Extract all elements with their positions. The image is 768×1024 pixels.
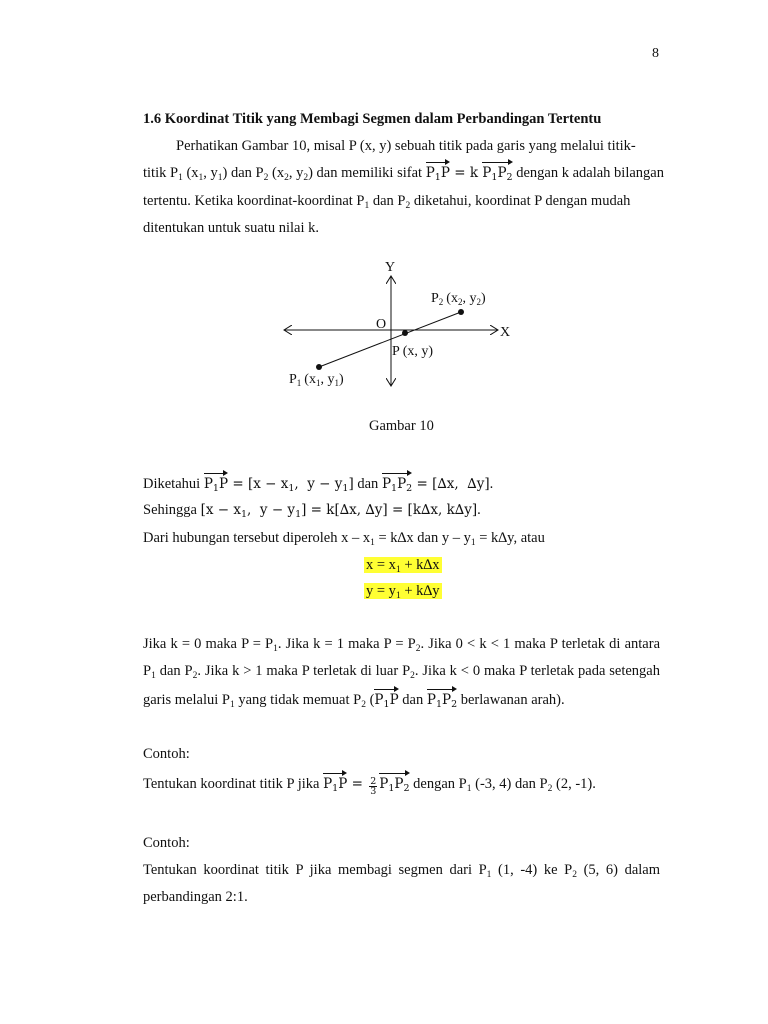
example-1-text: Tentukan koordinat titik P jika $P_1P$ = $\frac{2}{3}$ $P_1P_2$ dengan $P_1$ (-3, 4) dan $P_2$ (2, -1). xyxy=(143,776,596,797)
coordinate-figure xyxy=(270,252,520,392)
cases-line-2: $P_1$ dan $P_2$. Jika k > 1 maka P terletak di luar $P_2$. Jika k < 0 maka P terletak pada setengah xyxy=(143,663,660,681)
section-heading: 1.6 Koordinat Titik yang Membagi Segmen dalam Perbandingan Tertentu xyxy=(143,111,602,127)
intro-line-2: titik $P_1$ ($x_1$, $y_1$) dan $P_2$ ($x_2$, $y_2$) dan memiliki sifat $P_1P = k$ $P_1P_2$ dengan k adalah bilangan xyxy=(143,165,664,183)
derivation-line-1: Diketahui $P_1P = [x - x_1$, $y - y_1$] dan $P_1P_2 = [\Delta x$, ∆y]. xyxy=(143,476,494,494)
example-2-title: Contoh: xyxy=(143,835,190,851)
page-number: 8 xyxy=(652,46,659,61)
derivation-line-3: Dari hubungan tersebut diperoleh $x - x_1 = k\Delta x$ dan $y - y_1 = k\Delta y$, atau xyxy=(143,530,545,548)
label-origin: O xyxy=(376,317,387,332)
label-x: X xyxy=(500,325,511,340)
cases-line-1: Jika k = 0 maka $P = P_1$. Jika k = 1 maka $P = P_2$. Jika 0 < k < 1 maka P terletak di antara xyxy=(143,636,661,654)
intro-line-1: Perhatikan Gambar 10, misal P (x, y) sebuah titik pada garis yang melalui titik- xyxy=(176,138,636,154)
vector-equation: $P_1P = k$ $P_1P_2$ xyxy=(425,165,513,183)
point-p xyxy=(402,330,408,336)
segment-line xyxy=(319,312,461,367)
intro-line-4: ditentukan untuk suatu nilai k. xyxy=(143,220,319,236)
example-1-title: Contoh: xyxy=(143,746,190,762)
formula-y: $y = y_1 + k\Delta y$ xyxy=(366,583,440,601)
cases-line-3: garis melalui $P_1$ yang tidak memuat $P_2$ ($P_1P$ dan $P_1P_2$ berlawanan arah). xyxy=(143,692,565,710)
label-p1: $P_1$ ($x_1$, $y_1$) xyxy=(289,372,344,388)
label-y: Y xyxy=(385,260,396,275)
label-p2: $P_2$ ($x_2$, $y_2$) xyxy=(431,291,486,307)
point-p1 xyxy=(316,364,322,370)
figure-caption: Gambar 10 xyxy=(369,418,434,434)
example-2-line-2: perbandingan 2:1. xyxy=(143,889,248,905)
label-p: P (x, y) xyxy=(392,344,434,359)
intro-line-3: tertentu. Ketika koordinat-koordinat $P_1$ dan $P_2$ diketahui, koordinat P dengan mudah xyxy=(143,193,631,211)
example-2-line-1: Tentukan koordinat titik P jika membagi segmen dari $P_1$ (1, -4) ke $P_2$ (5, 6) dalam xyxy=(143,862,660,880)
derivation-line-2: Sehingga [$x - x_1$, $y - y_1] = k[\Delta x$, ∆y] = [k∆x, k∆y]. xyxy=(143,502,481,520)
formula-x: $x = x_1 + k\Delta x$ xyxy=(366,557,440,575)
point-p2 xyxy=(458,309,464,315)
